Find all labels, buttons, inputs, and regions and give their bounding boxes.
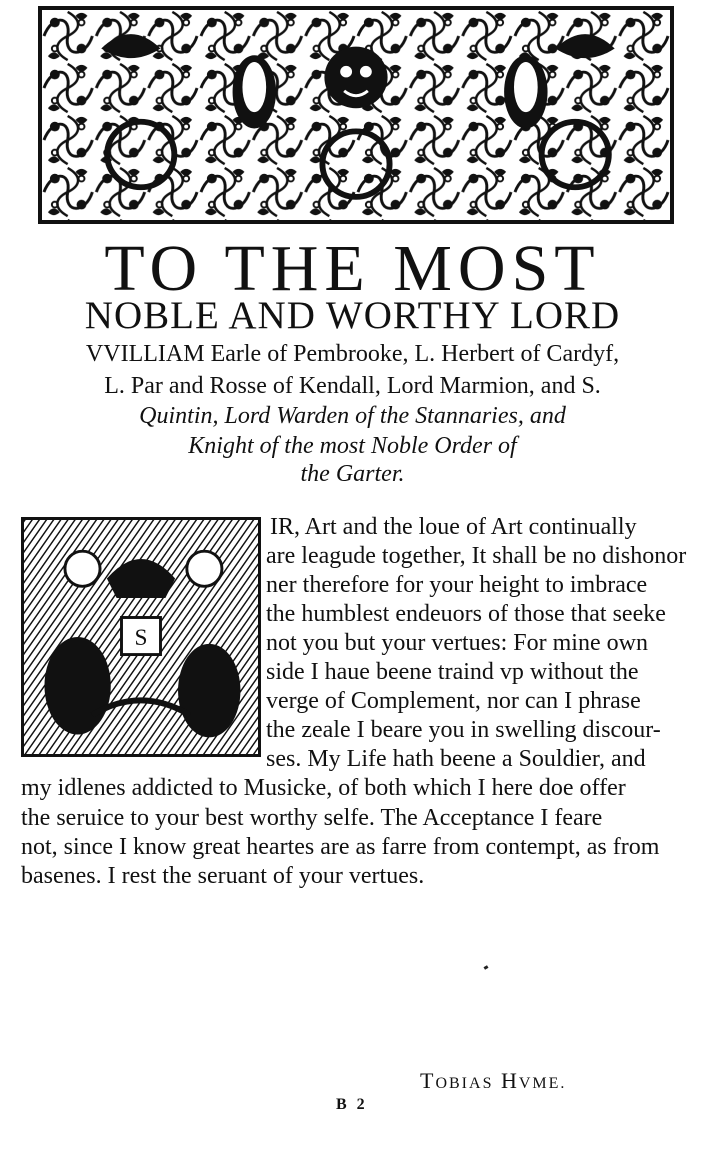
signature-last-rest: VME.	[518, 1075, 567, 1092]
title-line-4: Knight of the most Noble Order of	[188, 433, 517, 459]
ornamental-headpiece-icon	[38, 6, 674, 224]
title-line-1: VVILLIAM Earle of Pembrooke, L. Herbert of Cardyf,	[85, 341, 620, 367]
text-line: my idlenes addicted to Musicke, of both which I here doe offer	[21, 775, 626, 801]
text-line: verge of Complement, nor can I phrase	[266, 688, 641, 714]
woodcut-initial-icon	[21, 517, 261, 757]
text-line: not, since I know great heartes are as farre from contempt, as from	[21, 834, 660, 860]
text-line: side I haue beene traind vp without the	[266, 659, 639, 685]
title-sub: NOBLE AND WORTHY LORD	[84, 294, 621, 337]
text-line: IR, Art and the loue of Art continually	[270, 514, 637, 540]
title-line-2: L. Par and Rosse of Kendall, Lord Marmion, and S.	[104, 373, 601, 399]
signature-first-rest: OBIAS	[435, 1075, 494, 1092]
title-line-5: the Garter.	[300, 461, 405, 487]
title-line-3: Quintin, Lord Warden of the Stannaries, and	[139, 403, 566, 429]
signature-first-initial: T	[420, 1068, 436, 1093]
text-line: ses. My Life hath beene a Souldier, and	[266, 746, 646, 772]
signature-mark: B 2	[336, 1096, 368, 1113]
text-line: are leagude together, It shall be no dishonor	[266, 543, 687, 569]
signature-last-initial: H	[500, 1068, 519, 1093]
text-line: the zeale I beare you in swelling discour-	[266, 717, 661, 743]
text-line: ner therefore for your height to imbrace	[266, 572, 648, 598]
initial-letter: S	[134, 624, 148, 651]
ink-speck	[484, 965, 489, 970]
text-line: not you but your vertues: For mine own	[266, 630, 648, 656]
title-main: TO THE MOST	[104, 232, 601, 305]
signature	[420, 1068, 566, 1094]
text-line: the seruice to your best worthy selfe. The Acceptance I feare	[21, 805, 603, 831]
text-line: the humblest endeuors of those that seeke	[266, 601, 666, 627]
text-line: basenes. I rest the seruant of your vertues.	[21, 863, 425, 889]
